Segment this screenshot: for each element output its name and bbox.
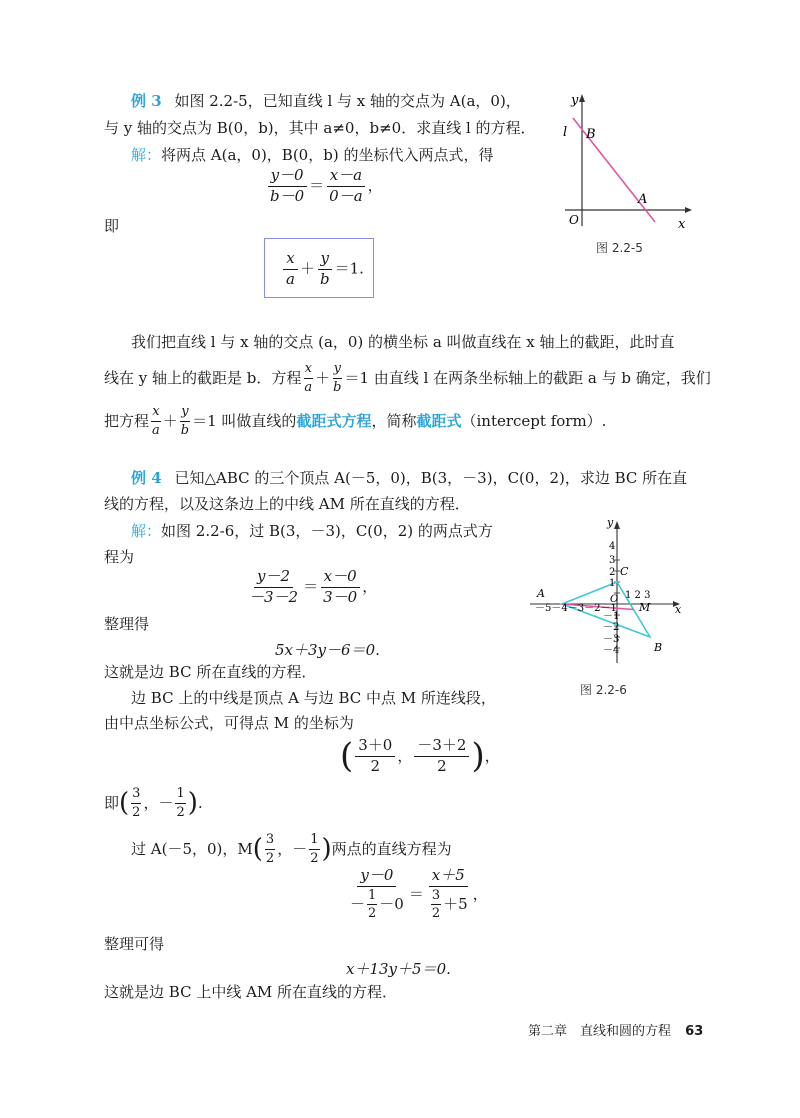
y-axis-arrow	[614, 521, 620, 529]
page-footer	[528, 1025, 703, 1038]
figure-2-2-6-caption: 图 2.2-6	[580, 683, 627, 697]
y-tick-neg3: －3	[603, 634, 620, 645]
equation-bc: 5x＋3y－6＝0.	[275, 641, 380, 659]
zhengli-2: 整理可得	[104, 935, 165, 953]
term-intercept-equation: 截距式方程	[296, 411, 372, 430]
equation-am-two-point: y－0 － $\frac{1}{2}$ －0 ＝ x＋5 $\frac{3}{2}$ ＋5 ，	[350, 866, 488, 922]
line-l-label: l	[563, 125, 568, 140]
y-tick-2: 2	[609, 567, 616, 578]
median-text-2: 由中点坐标公式，可得点 M 的坐标为	[104, 714, 354, 732]
page-number: 63	[685, 1024, 704, 1039]
median-text-1: 边 BC 上的中线是顶点 A 与边 BC 中点 M 所连线段，	[131, 689, 496, 707]
conclusion-am: 这就是边 BC 上中线 AM 所在直线的方程．	[104, 983, 398, 1001]
example-3-line-1	[131, 94, 521, 109]
point-c-label: C	[620, 565, 629, 578]
y-axis-label: y	[571, 93, 579, 108]
y-tick-4: 4	[609, 541, 616, 552]
x-axis-arrow	[685, 207, 692, 213]
y-tick-neg1: －1	[603, 611, 620, 622]
y-tick-1: 1	[609, 578, 616, 589]
x-axis-label: x	[678, 217, 686, 232]
example-3-line-2: 与 y 轴的交点为 B(0，b)，其中 a≠0，b≠0．求直线 l 的方程．	[104, 119, 536, 137]
example-4-line-1: 例 4 已知△ABC 的三个顶点 A(－5，0)，B(3，－3)，C(0，2)，求边 BC 所在直	[131, 469, 688, 487]
equation-am: x＋13y＋5＝0.	[346, 960, 451, 978]
example-4-solution-1: 解：如图 2.2-6，过 B(3，－3)，C(0，2) 的两点式方	[131, 522, 493, 540]
midpoint-formula: ( $\frac{3+0}{2}$ ， $\frac{-3+2}{2}$ ) ，	[340, 736, 500, 777]
point-m-label: M	[639, 601, 651, 614]
chapter-title: 第二章 直线和圆的方程	[528, 1024, 672, 1039]
equation-bc-two-point: $\frac{y-2}{-3-2}$ ＝ $\frac{x-0}{3-0}$ ，	[249, 567, 378, 606]
example-4-line-2: 线的方程，以及这条边上的中线 AM 所在直线的方程．	[104, 495, 470, 513]
through-points-line: 过 A(－5，0)，M ( $\frac{3}{2}$ ，－ $\frac{1}{2}$ ) 两点的直线方程为	[131, 832, 452, 866]
origin-label: O	[610, 594, 619, 605]
paragraph-line-2: 线在 y 轴上的截距是 b．方程 $\frac{x}{a}$ ＋ $\frac{y}{b}$ ＝1 由直线 l 在两条坐标轴上的截距 a 与 b 确定，我们	[104, 361, 711, 395]
ji-word: 即	[104, 217, 120, 235]
y-tick-3: 3	[609, 555, 616, 566]
intercept-formula-box: $\frac{x}{a}$ ＋ $\frac{y}{b}$ ＝1.	[264, 238, 374, 298]
figure-2-2-6	[525, 515, 690, 665]
conclusion-bc: 这就是边 BC 所在直线的方程．	[104, 663, 317, 681]
y-axis-arrow	[579, 94, 585, 102]
x-ticks-positive: 1 2 3	[625, 590, 651, 601]
figure-2-2-5	[555, 92, 695, 232]
y-axis-label: y	[607, 516, 614, 529]
figure-2-2-5-caption: 图 2.2-5	[596, 241, 643, 255]
origin-label: O	[569, 213, 579, 227]
paragraph-line-1: 我们把直线 l 与 x 轴的交点 (a，0) 的横坐标 a 叫做直线在 x 轴上的截距，此时直	[131, 333, 675, 351]
paragraph-line-3: 把方程 $\frac{x}{a}$ ＋ $\frac{y}{b}$ ＝1 叫做直线的 截距式方程 ，简称 截距式 （intercept form）.	[104, 404, 607, 438]
y-tick-neg4: －4	[603, 645, 620, 656]
example-3-label: 例 3	[131, 92, 162, 110]
solution-label: 解：	[131, 146, 162, 164]
example-3-solution	[131, 148, 493, 163]
point-a-label: A	[537, 587, 545, 600]
term-intercept-form: 截距式	[416, 411, 462, 430]
solution-text: 将两点 A(a，0)，B(0，b) 的坐标代入两点式，得	[161, 146, 494, 164]
x-axis-label: x	[675, 603, 682, 616]
example-4-solution-2: 程为	[104, 548, 135, 566]
example-4-label: 例 4	[131, 469, 162, 487]
point-b-label: B	[586, 127, 596, 142]
x-ticks-negative: －5－4－3－2－1	[535, 603, 617, 614]
point-a-label: A	[638, 192, 648, 207]
equation-two-point: $\frac{y-0}{b-0}$ ＝ $\frac{x-a}{0-a}$ ，	[265, 168, 383, 205]
midpoint-result: 即 ( $\frac{3}{2}$ ，－ $\frac{1}{2}$ ) .	[104, 786, 203, 820]
example-3-text-1: 如图 2.2-5，已知直线 l 与 x 轴的交点为 A(a，0)，	[174, 92, 521, 110]
y-tick-neg2: －2	[603, 622, 620, 633]
zhengli-1: 整理得	[104, 615, 150, 633]
point-b-label: B	[654, 641, 663, 654]
